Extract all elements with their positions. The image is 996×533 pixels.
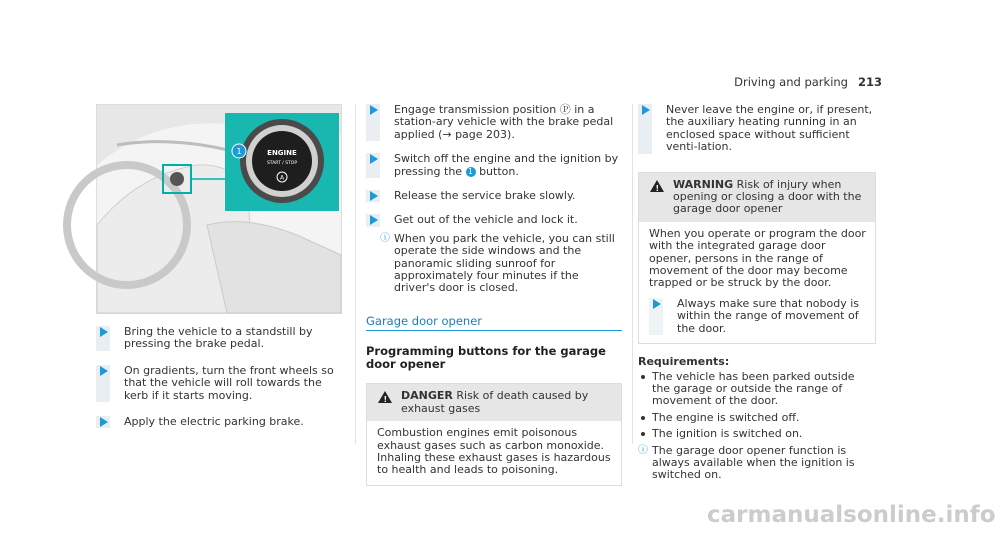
list-item: The ignition is switched on. xyxy=(638,428,876,440)
list-item: The vehicle has been parked outside the garage or outside the range of movement of the door. xyxy=(638,371,876,408)
arrow-icon xyxy=(653,299,661,309)
step-item: Apply the electric parking brake. xyxy=(96,416,346,428)
danger-box xyxy=(366,383,622,485)
arrow-icon xyxy=(370,105,378,115)
warning-body: When you operate or program the door with the integrated garage door opener, persons in the range of movement of the door may become trapped or be struck by the door. Always make sure that nobody is within the range of movement of the door. xyxy=(639,222,875,343)
section-title: Garage door opener xyxy=(366,315,622,331)
page-header xyxy=(734,75,882,89)
warning-triangle-icon: ! xyxy=(378,391,392,403)
danger-header: ! DANGER Risk of death caused by exhaust gases xyxy=(367,384,621,421)
step-item: On gradients, turn the front wheels so that the vehicle will roll towards the kerb if it starts moving. xyxy=(96,365,346,402)
arrow-icon xyxy=(370,191,378,201)
column-2 xyxy=(366,104,622,486)
warning-header: ! WARNING Risk of injury when opening or closing a door with the garage door opener xyxy=(639,173,875,222)
arrow-icon xyxy=(370,215,378,225)
column-1 xyxy=(96,326,346,442)
note: ⓘ The garage door opener function is always available when the ignition is switched on. xyxy=(638,443,855,482)
arrow-icon xyxy=(370,154,378,164)
watermark: carmanualsonline.info xyxy=(707,502,996,528)
info-icon: ⓘ xyxy=(380,232,390,244)
arrow-icon xyxy=(100,366,108,376)
step-item: Get out of the vehicle and lock it. xyxy=(366,214,622,226)
arrow-icon xyxy=(100,417,108,427)
step-item: Switch off the engine and the ignition by pressing the 1 button. xyxy=(366,153,622,178)
step-item: Always make sure that nobody is within the range of movement of the door. xyxy=(649,298,867,335)
callout-1-icon: 1 xyxy=(466,167,476,177)
list-item: The engine is switched off. xyxy=(638,412,876,424)
note: ⓘ When you park the vehicle, you can still operate the side windows and the panoramic sliding sunroof for approximately four minutes if the driver's door is closed. xyxy=(380,231,615,295)
step-item: Bring the vehicle to a standstill by pressing the brake pedal. xyxy=(96,326,346,351)
button-label-engine: ENGINE xyxy=(267,149,297,157)
step-item: Engage transmission position Ⓟ in a station-ary vehicle with the brake pedal applied (→ page 203). xyxy=(366,104,622,141)
warning-box xyxy=(638,172,876,344)
arrow-icon xyxy=(642,105,650,115)
step-item: Never leave the engine or, if present, the auxiliary heating running in an enclosed space without sufficient venti-lation. xyxy=(638,104,876,154)
warning-triangle-icon: ! xyxy=(650,180,664,192)
subheading: Programming buttons for the garage door opener xyxy=(366,344,606,372)
callout-number: 1 xyxy=(236,147,242,156)
dashboard-illustration xyxy=(97,105,341,313)
requirements-label: Requirements: xyxy=(638,355,730,369)
arrow-icon xyxy=(100,327,108,337)
section-name: Driving and parking xyxy=(734,75,848,89)
button-label-startstop: START / STOP xyxy=(266,161,298,166)
step-item: Release the service brake slowly. xyxy=(366,190,622,202)
button-auto-icon: A xyxy=(279,174,285,182)
figure-engine-button xyxy=(96,104,342,314)
page-number: 213 xyxy=(857,75,882,89)
danger-body: Combustion engines emit poisonous exhaust gases such as carbon monoxide. Inhaling these exhaust gases is hazardous to health and leads to poisoning. xyxy=(367,421,621,485)
column-3 xyxy=(638,104,876,482)
info-icon: ⓘ xyxy=(638,444,648,456)
